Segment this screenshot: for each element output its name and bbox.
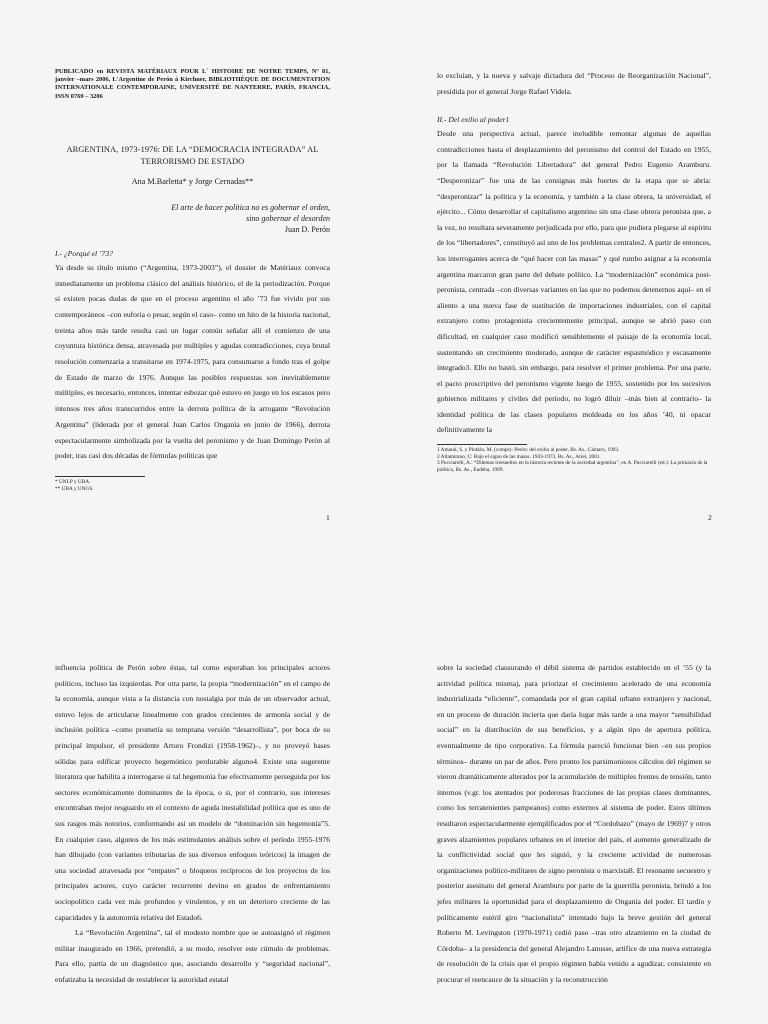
page-4: [384, 640, 768, 1024]
page-1-body: Ya desde su título mismo (“Argentina, 1973-2003”), el dossier de Matériaux convoca inmediatamente un problema clásico del análisis histórico, el de la periodización. Porque si existen pocas dudas de que en el proceso argentino el año ’73 fue vivido por sus contemporáneos –con euforia o pesar, según el caso– como un hito de la historia nacional, treinta años más tarde resulta casi un lugar común señalar allí el comienzo de una coyuntura histórica densa, atravesada por múltiples y agudas contradicciones, cuya brutal resolución comenzaría a transitarse en 1974-1975, para consumarse a fondo tras el golpe de Estado de marzo de 1976. Aunque las posibles respuestas son inevitablemente múltiples, es necesario, entonces, intentar esbozar qué estuvo en juego en los escasos pero intensos tres años transcurridos entre la derrota política de la arrogante “Revolución Argentina” (liderada por el general Juan Carlos Onganía en junio de 1966), derrota espectacularmente simbolizada por la vuelta del peronismo y de Juan Domingo Perón al poder, tras casi dos décadas de fórmulas políticas que: [55, 262, 330, 461]
page-gap: [0, 540, 768, 640]
footnote-rule: [437, 444, 527, 445]
footnote: 2 Altamirano, C: Bajo el signo de las masas. 1943-1973, Bs. As., Ariel, 2001.: [437, 453, 601, 460]
footnote: * UNLP y UBA.: [55, 478, 91, 485]
section-heading-1: I.- ¿Porqué el ’73?: [55, 248, 113, 258]
section-heading-2: II.- Del exilio al poder1: [437, 115, 510, 125]
article-title: ARGENTINA, 1973-1976: DE LA “DEMOCRACIA INTEGRADA” AL TERRORISMO DE ESTADO: [66, 144, 319, 166]
epigraph-line-1: El arte de hacer política no es gobernar el orden,: [171, 202, 330, 212]
page-4-body: sobre la sociedad clausurando el débil sistema de partidos establecido en el ’55 (y la actividad política misma), para priorizar el crecimiento acelerado de una economía industrializada “eficiente”, comandada por el gran capital urbano extranjero y nacional, en un proceso de duración incierta que daría lugar más tarde a una mayor “sensibilidad social” en la distribución de sus beneficios, y a algún tipo de apertura política, eventualmente de tipo corporativo. La fórmula pareció funcionar bien –en sus propios términos– durante un par de años. Pero pronto los parsimoniosos cálculos del régimen se vieron dramáticamente alterados por la acumulación de múltiples frentes de tensión, tanto internos (v.gr. los atentados por poderosas fracciones de las propias clases dominantes, como los terratenientes pampeanos) como externos al sistema de poder. Estos últimos resultaron espectacularmente ejemplificados por el “Cordobazo” (mayo de 1969)7 y otros graves alzamientos populares urbanos en el interior del país, el aumento generalizado de la conflictividad social que les siguió, y la creciente actividad de numerosas organizaciones político-militares de signo peronista o marxista8. El resonante secuestro y posterior asesinato del general Aramburu por parte de la guerrilla peronista, brindó a los jefes militares la oportunidad para el desplazamiento de Onganía del poder. El tardío y políticamente estéril giro “nacionalista” intentado bajo la breve gestión del general Roberto M. Levingston (1970-1971) cedió paso –tras otro alzamiento en la ciudad de Córdoba– a la presidencia del general Alejandro Lanusse, artífice de una nueva estrategia de resolución de la crisis que el propio régimen había venido a agudizar, consistente en procurar el reencauce de la situación y la reconstrucción: [437, 663, 711, 984]
page-2-column: [437, 68, 711, 473]
page-2: [384, 0, 768, 540]
page-1: [0, 0, 384, 540]
epigraph-author: Juan D. Perón: [284, 224, 330, 234]
page-number: 1: [326, 513, 330, 522]
page-2-body-top: lo excluían, y la nueva y salvaje dictadura del “Proceso de Reorganización Nacional”, presidida por el general Jorge Rafael Videla.: [437, 71, 711, 96]
page-3-paragraph-2: La “Revolución Argentina”, tal el modesto nombre que se autoasignó el régimen militar inaugurado en 1966, pretendió, a su modo, resolver este cúmulo de problemas. Para ello, partía de un diagnóstico que, asociando desarrollo y “seguridad nacional”, enfatizaba la necesidad de restablecer la autoridad estatal: [55, 928, 330, 984]
page-3-column: [55, 660, 330, 987]
publication-note: PUBLICADO en REVISTA MATÉRIAUX POUR L´ HISTOIRE DE NOTRE TEMPS, Nº 81, janvier –mars 2006, L'Argentine de Perón à Kirchner, BIBLIOTHÈQUE DE DOCUMENTATION INTERNATIONALE CONTEMPORAINE, UNIVERSITÉ DE NANTERRE, PARÍS, FRANCIA, ISSN 0769 – 3206: [55, 68, 330, 100]
footnote-rule: [55, 476, 145, 477]
page-3-paragraph-1: influencia política de Perón sobre éstas, tal como esperaban los principales actores políticos, incluso las izquierdas. Por otra parte, la propia “modernización” en el campo de la economía, aunque vista a la distancia con nostalgia por más de un observador actual, estuvo lejos de articularse linealmente con grados crecientes de armonía social y de inclusión política –como prometía su temprana versión “desarrollista”, por boca de su principal impulsor, el presidente Arturo Frondizi (1958-1962)–, y no proveyó bases sólidas para edificar proyecto hegemónico perdurable alguno4. Existe una sugerente literatura que habilita a interrogarse si tal hegemonía fue efectivamente perseguida por los sectores económicamente dominantes de la época, o si, por el contrario, sus intereses encontraban mejor resguardo en el contexto de aguda inestabilidad política que es uno de sus rasgos más notorios, conformando así un modelo de “dominación sin hegemonía”5. En cualquier caso, algunos de los más estimulantes análisis sobre el período 1955-1976 han dibujado (con variantes tributarias de sus diversos enfoques teóricos) la imagen de una sociedad atravesada por “empates” o bloqueos recíprocos de los proyectos de los principales actores, cuyo carácter recurrente devino en grados de enfrentamiento sociopolítico cada vez más profundos y virulentos, y en un deterioro creciente de las capacidades y la autonomía relativa del Estado6.: [55, 663, 330, 922]
footnote: 1 Amaral, S. y Plotkin, M. (comps): Perón: del exilio al poder, Bs. As., Cántaro, 1993.: [437, 447, 620, 454]
page-4-column: [437, 660, 711, 987]
epigraph-line-2: sino gobernar el desorden: [246, 213, 330, 223]
article-authors: Ana M.Barletta* y Jorge Cernadas**: [131, 176, 254, 186]
footnote: ** UBA y UNGS.: [55, 485, 94, 492]
page-number: 2: [708, 513, 712, 522]
footnote: 3 Pucciarelli, A.: “Dilemas irresueltos en la historia reciente de la sociedad argentina”, en A. Pucciarelli (ed.): La primacía de la política, Bs. As., Eudeba, 1999.: [437, 460, 708, 473]
page-2-body: Desde una perspectiva actual, parece ineludible remontar algunas de aquellas contradicciones hasta el desplazamiento del peronismo del control del Estado en 1955, por la llamada “Revolución Libertadora” del general Pedro Eugenio Aramburu. “Desperonizar” fue una de las consignas más fuertes de la etapa que se abría: “desperonizar” la política y la economía, y también a la clase obrera, la universidad, el ejército... Cómo desarrollar el capitalismo argentino sin una clase obrera peronista que, a la vez, no resultara severamente perjudicada por ello, para que pudiera plegarse al espíritu de los “libertadores”, constituyó así uno de los problemas centrales2. A partir de entonces, los interrogantes acerca de “qué hacer con las masas” y qué rumbo asignar a la economía argentina marcaron gran parte del debate político. La “modernización” económica post-peronista, centrada –con diversas variantes en las que no podemos detenernos aquí– en el aliento a una nueva fase de sustitución de importaciones industriales, con el capital extranjero como protagonista crecientemente principal, aunque se abrió paso con dificultad, en cualquier caso modificó sensiblemente el paisaje de la economía local, sustentando un crecimiento moderado, aunque de carácter espasmódico y escasamente integrado3. Ello no bastó, sin embargo, para resolver el primer problema. Por una parte, el pacto proscriptivo del peronismo vigente luego de 1955, sostenido por los sucesivos gobiernos militares y civiles del período, no logró diluir –más bien al contrario– la identidad política de las clases populares moldeada en los años ’40, ni opacar definitivamente la: [437, 129, 711, 435]
page-3: [0, 640, 384, 1024]
page-1-column: [55, 68, 330, 492]
